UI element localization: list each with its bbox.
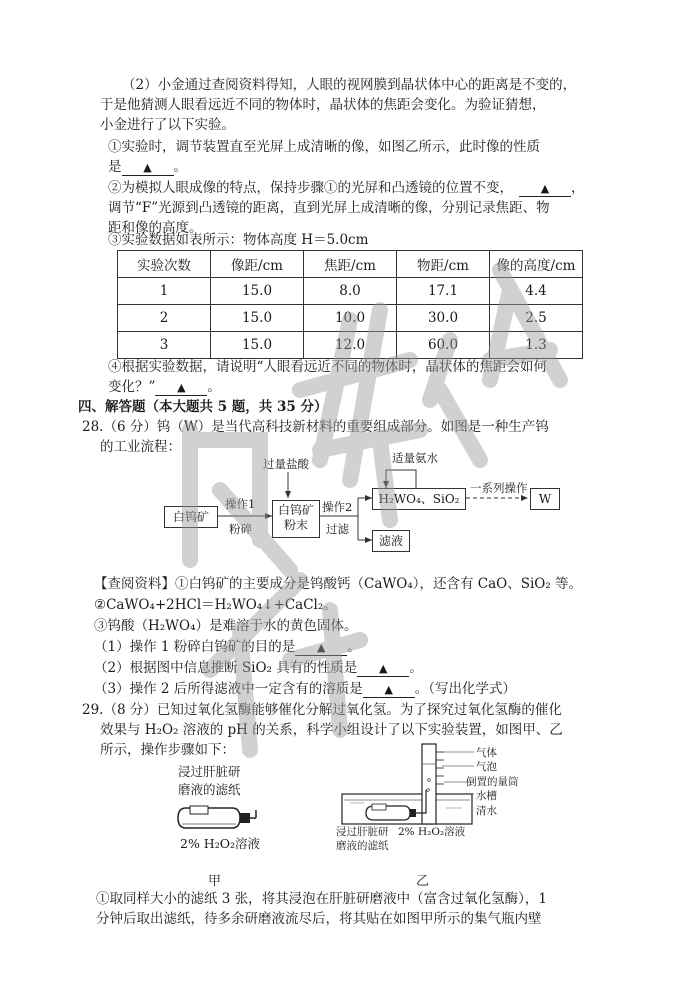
q27-line-2: 于是他猜测人眼看远近不同的物体时，晶状体的焦距会变化。为验证猜想， (100, 97, 546, 113)
q28-info-2: ②CaWO₄+2HCl＝H₂WO₄↓+CaCl₂。 (94, 597, 337, 613)
q29-line-2: 效果与 H₂O₂ 溶液的 pH 的关系，科学小组设计了以下实验装置，如图甲、乙 (100, 722, 563, 738)
op1-label: 操作1 (225, 497, 256, 511)
yi-paper-label-1: 浸过肝脏研 (336, 826, 389, 838)
ammonia-label: 适量氨水 (392, 451, 438, 465)
ore-box: 白钨矿 (164, 506, 218, 528)
yi-water-label: 清水 (476, 805, 497, 817)
answer-blank[interactable]: ▲ (519, 182, 571, 197)
table-cell: 2.5 (490, 305, 583, 332)
jia-caption: 甲 (208, 874, 222, 889)
table-cell: 60.0 (397, 332, 490, 359)
yi-bubble-label: 气泡 (476, 761, 497, 773)
q27-line-1: （2）小金通过查阅资料得知，人眼的视网膜到晶状体中心的距离是不变的， (122, 77, 577, 93)
table-header: 像距/cm (211, 251, 304, 278)
q27-line-9: ③实验数据如表所示：物体高度 H＝5.0cm (108, 232, 369, 248)
powder-box: 白钨矿 粉末 (272, 500, 320, 538)
table-cell: 15.0 (211, 278, 304, 305)
q28-sub-1: （1）操作 1 粉碎白钨矿的目的是 ▲ 。 (94, 639, 361, 655)
table-header: 实验次数 (118, 251, 211, 278)
table-cell: 1.3 (490, 332, 583, 359)
filtrate-box: 滤液 (372, 530, 410, 552)
section-heading: 四、解答题（本大题共 5 题，共 35 分） (78, 399, 328, 415)
q29-line-3: 所示，操作步骤如下： (100, 742, 235, 758)
yi-solution-label: 2% H₂O₂溶液 (398, 826, 466, 838)
q29-line-1: 29.（8 分）已知过氧化氢酶能够催化分解过氧化氢。为了探究过氧化氢酶的催化 (82, 702, 562, 718)
q27-line-8: 距和像的高度。 (108, 220, 203, 236)
q27-line-7: 调节“F”光源到凸透镜的距离，直到光屏上成清晰的像，分别记录焦距、物 (108, 200, 550, 216)
q28-sub-3: （3）操作 2 后所得滤液中一定含有的溶质是 ▲ 。（写出化学式） (94, 681, 517, 697)
table-cell: 10.0 (304, 305, 397, 332)
table-cell: 15.0 (211, 332, 304, 359)
filter-label: 过滤 (326, 522, 349, 536)
hcl-label: 过量盐酸 (263, 457, 309, 471)
yi-cylinder-label: 倒置的量筒 (466, 776, 519, 788)
table-header: 像的高度/cm (490, 251, 583, 278)
table-cell: 3 (118, 332, 211, 359)
q29-step-2: 分钟后取出滤纸，待多余研磨液流尽后，将其贴在如图甲所示的集气瓶内壁 (96, 911, 542, 927)
q27-line-4: ①实验时，调节装置直至光屏上成清晰的像，如图乙所示，此时像的性质 (108, 139, 540, 155)
table-cell: 1 (118, 278, 211, 305)
jia-solution-label: 2% H₂O₂溶液 (180, 836, 260, 851)
table-cell: 17.1 (397, 278, 490, 305)
q28-info-3: ③钨酸（H₂WO₄）是难溶于水的黄色固体。 (94, 618, 358, 634)
answer-blank[interactable]: ▲ (122, 161, 174, 176)
table-cell: 2 (118, 305, 211, 332)
q28-line-2: 的工业流程： (100, 439, 181, 455)
yi-gas-label: 气体 (476, 747, 497, 759)
table-cell: 4.4 (490, 278, 583, 305)
answer-blank[interactable]: ▲ (363, 683, 415, 698)
q28-info-1: 【查阅资料】①白钨矿的主要成分是钨酸钙（CaWO₄），还含有 CaO、SiO₂ 等。 (94, 576, 583, 592)
yi-tank-label: 水槽 (476, 790, 497, 802)
table-cell: 8.0 (304, 278, 397, 305)
bottle-jia (178, 806, 256, 828)
table-header: 物距/cm (397, 251, 490, 278)
yi-paper-label-2: 磨液的滤纸 (336, 840, 389, 852)
q28-sub-2: （2）根据图中信息推断 SiO₂ 具有的性质是 ▲ 。 (94, 660, 423, 676)
crush-label: 粉碎 (229, 522, 252, 536)
op2-label: 操作2 (322, 500, 353, 514)
q28-line-1: 28.（6 分）钨（W）是当代高科技新材料的重要组成部分。如图是一种生产钨 (82, 419, 549, 435)
table-header: 焦距/cm (304, 251, 397, 278)
series-label: 一系列操作 (470, 481, 528, 495)
q27-line-3: 小金进行了以下实验。 (100, 117, 235, 133)
w-box: W (530, 488, 560, 510)
q27-line-6: ②为模拟人眼成像的特点，保持步骤①的光屏和凸透镜的位置不变， ▲ ， (108, 180, 585, 196)
jia-paper-label-2: 磨液的滤纸 (178, 782, 241, 797)
answer-blank[interactable]: ▲ (155, 381, 207, 396)
answer-blank[interactable]: ▲ (357, 662, 409, 677)
apparatus-yi (342, 744, 474, 824)
yi-caption: 乙 (416, 874, 430, 889)
q29-step-1: ①取同样大小的滤纸 3 张，将其浸泡在肝脏研磨液中（富含过氧化氢酶），1 (96, 891, 548, 907)
q27-line-10: ④根据实验数据，请说明“人眼看远近不同的物体时，晶状体的焦距会如何 (108, 359, 547, 375)
q27-line-11: 变化？” ▲ 。 (108, 379, 221, 395)
mix-box: H₂WO₄、SiO₂ (372, 488, 466, 510)
table-cell: 15.0 (211, 305, 304, 332)
table-cell: 12.0 (304, 332, 397, 359)
q27-line-5: 是 ▲ 。 (108, 159, 187, 175)
table-cell: 30.0 (397, 305, 490, 332)
answer-blank[interactable]: ▲ (295, 641, 347, 656)
jia-paper-label-1: 浸过肝脏研 (178, 764, 241, 779)
